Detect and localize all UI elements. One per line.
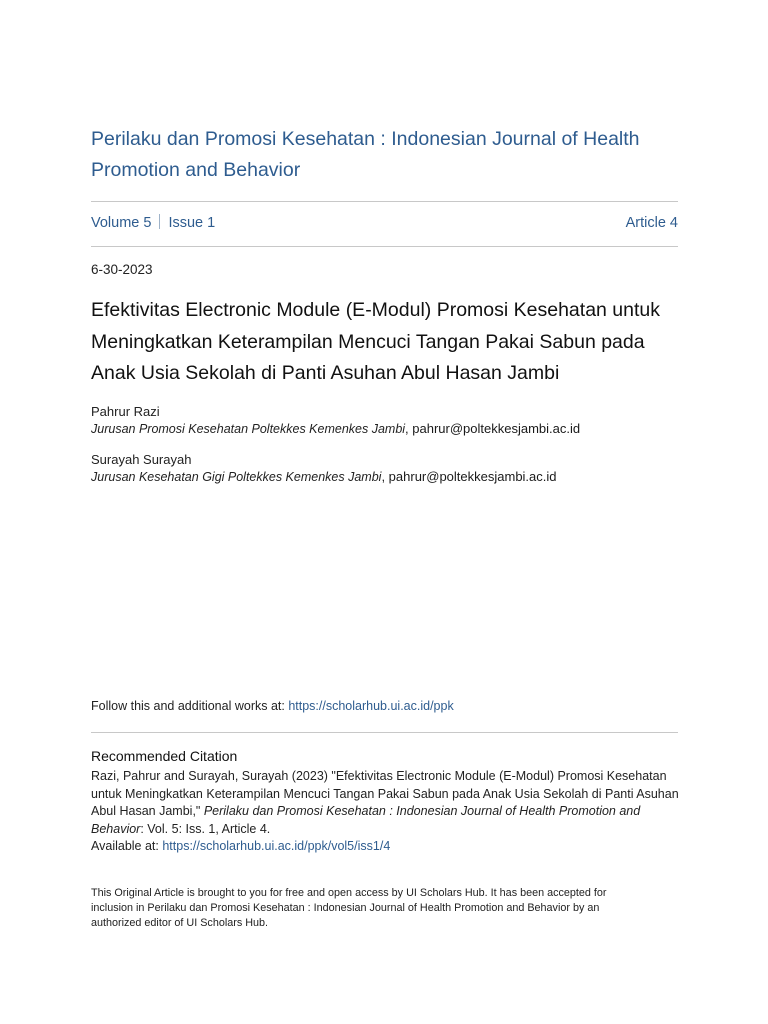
publication-date: 6-30-2023: [91, 262, 153, 277]
author-name: Surayah Surayah: [91, 452, 192, 467]
issue-separator: [159, 214, 160, 229]
follow-text: Follow this and additional works at:: [91, 699, 289, 713]
author-email: pahrur@poltekkesjambi.ac.id: [412, 421, 581, 436]
volume-link[interactable]: Volume 5: [91, 215, 152, 231]
author-block: Surayah Surayah Jurusan Kesehatan Gigi Poltekkes Kemenkes Jambi, pahrur@poltekkesjambi.ac.id: [91, 451, 678, 486]
citation-body: Razi, Pahrur and Surayah, Surayah (2023) "Efektivitas Electronic Module (E-Modul) Promosi Kesehatan untuk Meningkatkan Keterampilan Mencuci Tangan Pakai Sabun pada Anak Usia Sekolah di Panti Asuhan Abul Hasan Jambi,": [91, 769, 679, 818]
follow-line: [91, 699, 454, 713]
citation-heading: Recommended Citation: [91, 748, 238, 764]
citation-journal: Perilaku dan Promosi Kesehatan : Indonesian Journal of Health Promotion and Behavior: [91, 804, 641, 836]
issue-divider: [91, 246, 678, 247]
available-label: Available at:: [91, 839, 163, 853]
author-email: pahrur@poltekkesjambi.ac.id: [388, 469, 557, 484]
author-affiliation: Jurusan Promosi Kesehatan Poltekkes Kemenkes Jambi: [91, 422, 406, 436]
access-statement: This Original Article is brought to you for free and open access by UI Scholars Hub. It has been accepted for inclusion in Perilaku dan Promosi Kesehatan : Indonesian Journal of Health Promotion and Behavior by an authorized editor of UI Scholars Hub.: [91, 887, 607, 929]
citation-text: [91, 768, 681, 856]
article-link[interactable]: Article 4: [625, 215, 678, 231]
issue-bar: [91, 213, 678, 233]
citation-volume: : Vol. 5: Iss. 1, Article 4.: [140, 821, 271, 836]
article-title: Efektivitas Electronic Module (E-Modul) Promosi Kesehatan untuk Meningkatkan Keterampilan Mencuci Tangan Pakai Sabun pada Anak Usia Sekolah di Panti Asuhan Abul Hasan Jambi: [91, 299, 661, 384]
issue-link[interactable]: Issue 1: [168, 215, 216, 231]
journal-title-link[interactable]: Perilaku dan Promosi Kesehatan : Indonesian Journal of Health Promotion and Behavior: [91, 128, 640, 181]
author-affiliation: Jurusan Kesehatan Gigi Poltekkes Kemenkes Jambi: [91, 470, 382, 484]
collection-link[interactable]: https://scholarhub.ui.ac.id/ppk: [288, 699, 454, 713]
author-name: Pahrur Razi: [91, 404, 160, 419]
article-url-link[interactable]: https://scholarhub.ui.ac.id/ppk/vol5/iss1/4: [162, 839, 391, 853]
author-block: Pahrur Razi Jurusan Promosi Kesehatan Poltekkes Kemenkes Jambi, pahrur@poltekkesjambi.ac.id: [91, 403, 678, 438]
top-divider: [91, 201, 678, 202]
citation-divider: [91, 732, 678, 733]
